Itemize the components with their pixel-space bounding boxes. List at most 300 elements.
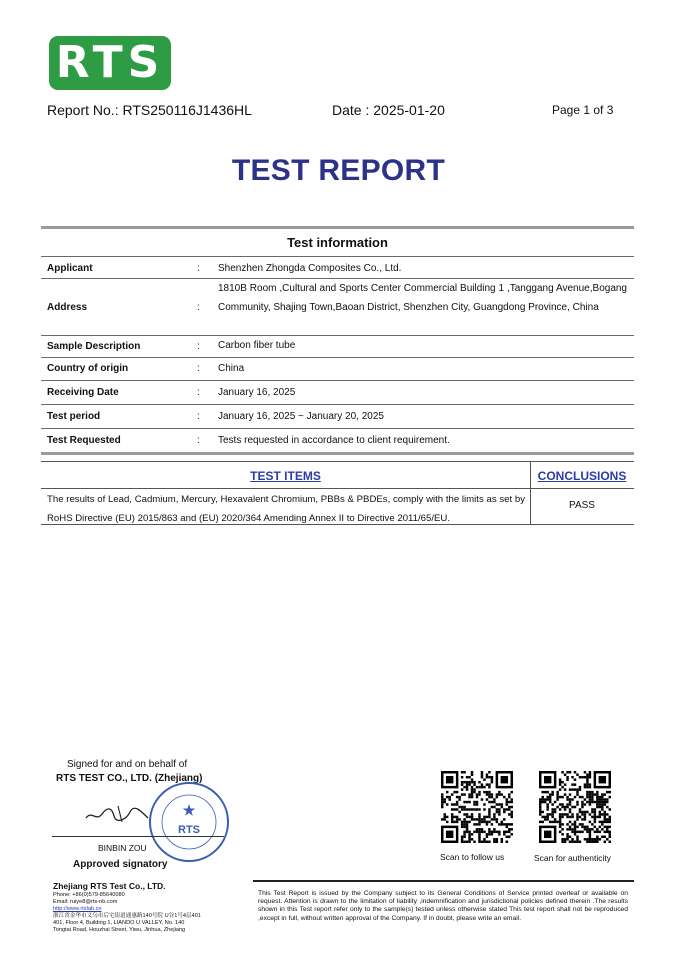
qr-module: [473, 841, 475, 843]
qr-finder: [599, 776, 606, 783]
qr-module: [488, 771, 490, 773]
qr-module: [576, 813, 578, 815]
qr-module: [569, 826, 571, 828]
qr-module: [441, 796, 443, 798]
qr-module: [463, 836, 465, 838]
qr-module: [596, 836, 598, 838]
qr-module: [589, 841, 591, 843]
qr-module: [488, 801, 490, 803]
qr-module: [493, 798, 495, 800]
qr-module: [601, 836, 603, 838]
signatory-name: BINBIN ZOU: [98, 843, 147, 853]
qr-module: [609, 816, 611, 818]
qr-module: [461, 808, 463, 810]
page-number: Page 1 of 3: [552, 103, 614, 117]
qr-module: [486, 776, 488, 778]
qr-module: [476, 796, 478, 798]
qr-module: [589, 791, 591, 793]
qr-module: [596, 841, 598, 843]
qr-module: [561, 806, 563, 808]
qr-module: [498, 808, 500, 810]
items-table: [41, 461, 634, 525]
qr-module: [586, 773, 588, 775]
info-colon: :: [197, 302, 200, 313]
qr-module: [589, 776, 591, 778]
qr-module: [604, 826, 606, 828]
qr-module: [476, 801, 478, 803]
qr-module: [546, 806, 548, 808]
qr-module: [503, 811, 505, 813]
qr-module: [448, 798, 450, 800]
qr-module: [488, 783, 490, 785]
qr-module: [576, 818, 578, 820]
qr-module: [466, 813, 468, 815]
qr-module: [468, 831, 470, 833]
qr-module: [461, 826, 463, 828]
qr-module: [559, 821, 561, 823]
qr-module: [581, 831, 583, 833]
qr-module: [606, 801, 608, 803]
qr-module: [571, 788, 573, 790]
qr-module: [591, 816, 593, 818]
report-number: Report No.: RTS250116J1436HL: [47, 102, 252, 118]
qr-module: [493, 813, 495, 815]
qr-module: [488, 796, 490, 798]
qr-module: [604, 793, 606, 795]
qr-module: [559, 826, 561, 828]
qr-module: [609, 826, 611, 828]
qr-module: [486, 816, 488, 818]
qr-module: [503, 831, 505, 833]
qr-module: [478, 821, 480, 823]
info-colon: :: [197, 435, 200, 446]
qr-module: [511, 801, 513, 803]
qr-module: [546, 791, 548, 793]
qr-module: [481, 783, 483, 785]
qr-module: [473, 803, 475, 805]
qr-module: [581, 796, 583, 798]
qr-module: [478, 836, 480, 838]
qr-module: [576, 816, 578, 818]
qr-module: [591, 801, 593, 803]
qr-module: [596, 806, 598, 808]
qr-module: [576, 831, 578, 833]
footer-address-en-2: Tongtai Road, Houzhai Street, Yiwu, Jinhua, Zhejiang: [53, 927, 186, 933]
qr-module: [496, 808, 498, 810]
qr-module: [478, 816, 480, 818]
qr-module: [591, 811, 593, 813]
items-header-divider: [41, 488, 634, 489]
qr-module: [478, 838, 480, 840]
qr-module: [564, 793, 566, 795]
info-row-sample: [41, 335, 634, 358]
qr-module: [466, 826, 468, 828]
qr-module: [471, 786, 473, 788]
qr-module: [466, 823, 468, 825]
qr-module: [546, 808, 548, 810]
qr-module: [511, 828, 513, 830]
qr-module: [471, 796, 473, 798]
qr-module: [604, 798, 606, 800]
qr-module: [491, 776, 493, 778]
qr-module: [511, 813, 513, 815]
qr-module: [601, 823, 603, 825]
qr-module: [594, 826, 596, 828]
qr-module: [581, 803, 583, 805]
qr-module: [591, 798, 593, 800]
qr-module: [591, 808, 593, 810]
qr-module: [566, 828, 568, 830]
qr-module: [571, 806, 573, 808]
qr-module: [559, 778, 561, 780]
qr-module: [606, 813, 608, 815]
qr-module: [581, 801, 583, 803]
qr-module: [546, 818, 548, 820]
qr-module: [503, 818, 505, 820]
qr-module: [463, 771, 465, 773]
qr-module: [561, 781, 563, 783]
qr-module: [468, 776, 470, 778]
qr-module: [488, 776, 490, 778]
qr-module: [566, 803, 568, 805]
qr-module: [546, 798, 548, 800]
qr-module: [468, 796, 470, 798]
qr-module: [483, 791, 485, 793]
qr-module: [596, 796, 598, 798]
qr-module: [491, 823, 493, 825]
qr-module: [491, 796, 493, 798]
footer-address-cn: 浙江省金华市义乌市后宅街道通惠路140号院 U谷1号4层401: [53, 913, 201, 919]
footer-email[interactable]: Email: ruiye8@rts-nb.com: [53, 899, 118, 905]
qr-module: [606, 818, 608, 820]
qr-module: [574, 823, 576, 825]
qr-module: [481, 773, 483, 775]
qr-module: [466, 808, 468, 810]
qr-module: [463, 823, 465, 825]
qr-module: [496, 811, 498, 813]
qr-module: [466, 788, 468, 790]
qr-module: [574, 833, 576, 835]
qr-module: [539, 798, 541, 800]
qr-module: [569, 821, 571, 823]
qr-module: [574, 796, 576, 798]
qr-module: [589, 796, 591, 798]
qr-module: [609, 791, 611, 793]
qr-module: [546, 803, 548, 805]
qr-module: [586, 778, 588, 780]
qr-module: [481, 821, 483, 823]
qr-module: [458, 811, 460, 813]
qr-module: [559, 818, 561, 820]
qr-module: [546, 796, 548, 798]
qr-module: [463, 801, 465, 803]
qr-module: [556, 793, 558, 795]
qr-module: [448, 796, 450, 798]
qr-module: [599, 826, 601, 828]
qr-module: [471, 778, 473, 780]
qr-module: [609, 841, 611, 843]
qr-module: [594, 793, 596, 795]
info-colon: :: [197, 363, 200, 374]
qr-module: [466, 831, 468, 833]
qr-module: [551, 813, 553, 815]
qr-module: [566, 833, 568, 835]
qr-code-follow[interactable]: [441, 771, 513, 843]
qr-module: [569, 801, 571, 803]
qr-module: [586, 841, 588, 843]
qr-module: [463, 786, 465, 788]
qr-module: [456, 801, 458, 803]
qr-module: [508, 813, 510, 815]
qr-module: [541, 791, 543, 793]
qr-module: [599, 803, 601, 805]
qr-module: [586, 796, 588, 798]
qr-module: [609, 808, 611, 810]
qr-finder: [446, 831, 453, 838]
qr-module: [486, 841, 488, 843]
qr-module: [488, 811, 490, 813]
qr-module: [566, 813, 568, 815]
qr-module: [456, 808, 458, 810]
qr-module: [599, 798, 601, 800]
qr-module: [581, 826, 583, 828]
footer-company-name: Zhejiang RTS Test Co., LTD.: [53, 881, 166, 891]
qr-module: [451, 793, 453, 795]
qr-module: [468, 816, 470, 818]
qr-module: [561, 838, 563, 840]
qr-module: [541, 821, 543, 823]
qr-module: [541, 796, 543, 798]
qr-module: [496, 803, 498, 805]
qr-module: [569, 836, 571, 838]
qr-module: [544, 798, 546, 800]
qr-module: [566, 798, 568, 800]
seal-text: RTS: [178, 824, 200, 836]
qr-module: [586, 783, 588, 785]
qr-module: [541, 801, 543, 803]
qr-module: [551, 808, 553, 810]
qr-module: [473, 823, 475, 825]
qr-module: [486, 821, 488, 823]
qr-module: [461, 841, 463, 843]
qr-module: [576, 801, 578, 803]
qr-module: [594, 813, 596, 815]
qr-module: [586, 831, 588, 833]
qr-module: [556, 796, 558, 798]
qr-module: [586, 786, 588, 788]
qr-module: [488, 813, 490, 815]
qr-module: [586, 811, 588, 813]
qr-module: [541, 811, 543, 813]
qr-module: [498, 813, 500, 815]
qr-module: [589, 798, 591, 800]
qr-module: [496, 793, 498, 795]
qr-module: [539, 803, 541, 805]
qr-module: [471, 838, 473, 840]
qr-module: [589, 838, 591, 840]
qr-module: [566, 838, 568, 840]
qr-module: [506, 831, 508, 833]
qr-module: [468, 836, 470, 838]
qr-module: [486, 793, 488, 795]
qr-module: [466, 816, 468, 818]
qr-module: [478, 786, 480, 788]
qr-module: [604, 803, 606, 805]
qr-module: [476, 831, 478, 833]
disclaimer-rule: [253, 880, 634, 882]
qr-module: [493, 816, 495, 818]
qr-module: [463, 841, 465, 843]
qr-module: [574, 821, 576, 823]
qr-module: [559, 803, 561, 805]
qr-module: [493, 838, 495, 840]
info-bottom-rule: [41, 452, 634, 455]
qr-module: [566, 796, 568, 798]
qr-module: [466, 821, 468, 823]
qr-module: [589, 836, 591, 838]
qr-module: [506, 823, 508, 825]
qr-module: [456, 796, 458, 798]
footer-website[interactable]: http://www.rtslab.cn: [53, 906, 102, 912]
qr-module: [488, 828, 490, 830]
qr-module: [591, 828, 593, 830]
qr-module: [506, 826, 508, 828]
qr-module: [549, 801, 551, 803]
handwritten-signature: [82, 800, 152, 828]
qr-module: [599, 831, 601, 833]
qr-module: [596, 803, 598, 805]
qr-module: [589, 833, 591, 835]
qr-module: [561, 828, 563, 830]
qr-module: [486, 823, 488, 825]
qr-module: [589, 803, 591, 805]
qr-module: [461, 823, 463, 825]
qr-module: [589, 783, 591, 785]
qr-module: [471, 813, 473, 815]
qr-module: [456, 821, 458, 823]
qr-module: [544, 791, 546, 793]
qr-module: [496, 831, 498, 833]
qr-module: [493, 806, 495, 808]
qr-module: [586, 801, 588, 803]
qr-module: [483, 816, 485, 818]
qr-module: [579, 796, 581, 798]
qr-module: [596, 838, 598, 840]
qr-module: [574, 778, 576, 780]
qr-module: [463, 806, 465, 808]
qr-module: [471, 816, 473, 818]
qr-module: [446, 796, 448, 798]
qr-module: [566, 771, 568, 773]
qr-module: [451, 803, 453, 805]
qr-module: [476, 803, 478, 805]
qr-module: [496, 821, 498, 823]
qr-module: [584, 786, 586, 788]
qr-module: [566, 823, 568, 825]
qr-module: [606, 838, 608, 840]
qr-module: [473, 783, 475, 785]
qr-module: [461, 771, 463, 773]
qr-module: [468, 781, 470, 783]
qr-module: [483, 841, 485, 843]
qr-module: [471, 773, 473, 775]
qr-follow-caption: Scan to follow us: [440, 852, 505, 862]
qr-module: [559, 783, 561, 785]
info-colon: :: [197, 341, 200, 352]
qr-module: [609, 796, 611, 798]
qr-module: [498, 803, 500, 805]
qr-module: [478, 813, 480, 815]
qr-module: [579, 788, 581, 790]
info-value: 1810B Room ,Cultural and Sports Center Commercial Building 1 ,Tanggang Avenue,Bogang Community, Shajing Town,Baoan District, Shenzhen City, Guangdong Province, China: [218, 283, 627, 313]
qr-module: [574, 828, 576, 830]
qr-module: [596, 828, 598, 830]
qr-module: [581, 813, 583, 815]
qr-module: [589, 773, 591, 775]
qr-module: [566, 836, 568, 838]
qr-module: [539, 821, 541, 823]
qr-module: [571, 828, 573, 830]
info-top-rule: [41, 226, 634, 229]
qr-module: [569, 793, 571, 795]
qr-module: [473, 788, 475, 790]
qr-module: [481, 798, 483, 800]
qr-module: [481, 786, 483, 788]
qr-module: [594, 801, 596, 803]
qr-module: [574, 826, 576, 828]
qr-module: [483, 808, 485, 810]
qr-module: [606, 828, 608, 830]
qr-module: [589, 801, 591, 803]
qr-code-authenticity[interactable]: [539, 771, 611, 843]
qr-module: [486, 836, 488, 838]
qr-module: [473, 791, 475, 793]
info-row-period: [41, 404, 634, 429]
qr-module: [569, 788, 571, 790]
qr-authenticity-caption: Scan for authenticity: [534, 853, 612, 863]
qr-module: [481, 841, 483, 843]
qr-module: [461, 821, 463, 823]
qr-module: [574, 806, 576, 808]
info-value: Shenzhen Zhongda Composites Co., Ltd.: [218, 263, 402, 274]
qr-module: [501, 841, 503, 843]
qr-module: [591, 838, 593, 840]
qr-module: [493, 841, 495, 843]
qr-module: [551, 821, 553, 823]
qr-module: [571, 813, 573, 815]
qr-module: [498, 793, 500, 795]
qr-module: [463, 821, 465, 823]
qr-module: [609, 831, 611, 833]
qr-module: [586, 793, 588, 795]
qr-module: [601, 798, 603, 800]
qr-module: [453, 808, 455, 810]
qr-module: [441, 798, 443, 800]
qr-module: [483, 803, 485, 805]
qr-module: [441, 818, 443, 820]
qr-module: [569, 808, 571, 810]
qr-module: [549, 796, 551, 798]
info-label: Test period: [47, 411, 101, 422]
qr-module: [491, 818, 493, 820]
qr-module: [599, 796, 601, 798]
info-colon: :: [197, 263, 200, 274]
disclaimer-text: This Test Report is issued by the Company subject to its General Conditions of Service printed overleaf or available on request. Attention is drawn to the limitation of liability ,indemnification and jurisdictional policies defined therein .The results shown in this Test report refer only to the sample(s) tested unless otherwise stated This test report shall not be reproduced ,except in full, without written approval of the Company. If in doubt, please write an email.: [258, 890, 628, 922]
qr-module: [503, 796, 505, 798]
qr-module: [441, 803, 443, 805]
qr-module: [564, 806, 566, 808]
qr-module: [591, 796, 593, 798]
